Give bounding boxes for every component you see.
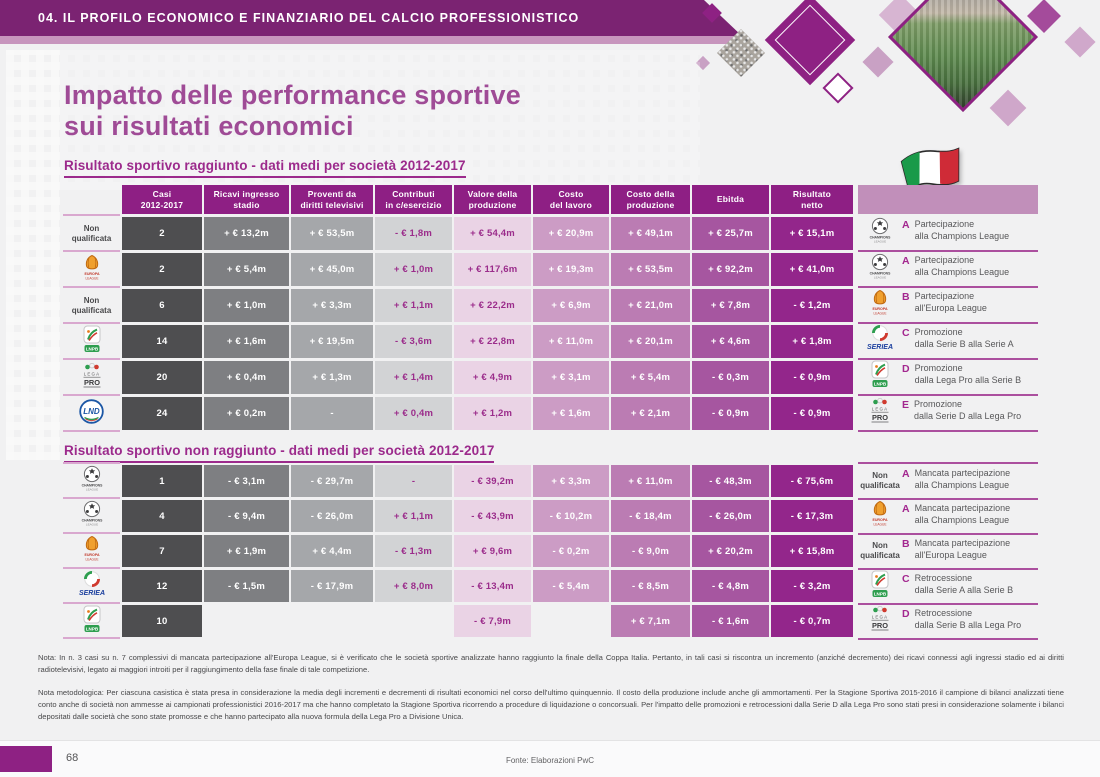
table-cell: - € 0,9m [692,397,769,430]
lnd-logo [78,398,105,430]
table-cell: - € 0,9m [771,361,853,394]
svg-text:SERIEA: SERIEA [866,344,894,351]
annotation-text: Promozione dalla Lega Pro alla Serie B [914,363,1022,385]
table-cell: + € 4,6m [692,325,769,358]
europa-league-logo [77,535,107,567]
table-cell: - € 3,6m [375,325,452,358]
non-qualificata-label: Non qualificata [71,295,112,315]
annotation-row [858,360,1038,393]
table-cell: - € 0,2m [533,535,609,567]
table-cell: - € 39,2m [454,465,531,497]
note: Nota: In n. 3 casi su n. 7 complessivi di mancata partecipazione all'Europa League, si è verificato che le società sportive analizzate hanno raggiunto la finale della Coppa Italia. Pertanto, in tali casi si riscontra un incremento (anziché decremento) dei ricavi connessi agli ingressi stadio ed ai diritti radiotelevisivi, legato ai maggiori introiti per il raggiungimento della fase finale di tale competizione. [38,653,1064,674]
svg-text:PRO: PRO [871,412,889,422]
table-cell: - € 8,5m [611,570,690,602]
table-cell: - € 1,3m [375,535,452,567]
annotation-text: Partecipazione all'Europa League [914,291,987,313]
source-text: Fonte: Elaborazioni PwC [505,756,595,765]
row-league-label [63,325,120,358]
svg-text:EUROPA: EUROPA [872,517,888,522]
table-cell: - € 29,7m [291,465,373,497]
table-cell: - € 0,7m [771,605,853,637]
annotation-letter: B [902,538,910,550]
table-cell: + € 0,4m [204,361,289,394]
serie-b-logo [79,325,105,358]
svg-text:LEGA: LEGA [83,370,100,376]
table-row [122,289,853,322]
svg-text:CHAMPIONS: CHAMPIONS [869,235,891,239]
table-cell: 12 [122,570,202,602]
background-pattern [6,50,60,460]
section-heading-raggiunto: Risultato sportivo raggiunto - dati medi per società 2012-2017 [64,158,466,178]
annotation-row [858,324,1038,357]
chapter-bar-accent [0,36,752,44]
svg-text:LNPB: LNPB [85,625,98,631]
table-cell: - € 3,2m [771,570,853,602]
table-cell: + € 3,1m [533,361,609,394]
table-cell: - € 4,8m [692,570,769,602]
column-header: Contributi in c/esercizio [375,185,452,214]
annotation-icon [858,605,902,637]
annotation-text: Partecipazione alla Champions League [914,219,1010,241]
table-cell: + € 15,8m [771,535,853,567]
annotation-letter: E [902,399,910,411]
annotation-text: Partecipazione alla Champions League [914,255,1010,277]
table-cell: - € 13,4m [454,570,531,602]
section-heading-non-raggiunto: Risultato sportivo non raggiunto - dati medi per società 2012-2017 [64,443,494,463]
purple-diamond [765,0,856,85]
table-cell: + € 22,8m [454,325,531,358]
annotation-letter: B [902,291,910,303]
annotations-column [858,185,1038,432]
table-cell: - € 17,9m [291,570,373,602]
annotation-icon [858,471,902,490]
table-cell: 7 [122,535,202,567]
serie-a-logo [862,325,898,356]
table-cell: - € 75,6m [771,465,853,497]
table-cell: - [375,465,452,497]
table-cell: - € 1,2m [771,289,853,322]
table-cell: + € 41,0m [771,253,853,286]
lavender-diamond-small [990,90,1027,127]
table-row [122,361,853,394]
row-league-label [63,397,120,430]
column-header: Ebitda [692,185,769,214]
svg-text:LEAGUE: LEAGUE [873,239,887,244]
svg-text:CHAMPIONS: CHAMPIONS [81,483,102,488]
lavender-diamond [862,46,893,77]
table-cell: - € 17,3m [771,500,853,532]
svg-text:LEGA: LEGA [871,614,889,620]
annotation-letter: A [902,219,910,231]
table-cell: - € 26,0m [692,500,769,532]
table-cell: 24 [122,397,202,430]
annotation-text: Promozione dalla Serie B alla Serie A [914,327,1014,349]
table-row [122,570,853,602]
svg-text:PRO: PRO [83,377,100,387]
europa-league-logo [865,500,895,532]
table-cell: + € 5,4m [611,361,690,394]
table-cell: + € 11,0m [533,325,609,358]
column-header: Casi 2012-2017 [122,185,202,214]
annotation-row [858,605,1038,637]
serie-b-logo [79,605,105,638]
svg-text:LEAGUE: LEAGUE [85,275,98,280]
data-grid [122,465,853,640]
svg-text:CHAMPIONS: CHAMPIONS [81,518,102,523]
annotation-letter: D [902,608,910,620]
table-cell: - € 26,0m [291,500,373,532]
annotation-icon [858,360,902,393]
annotation-icon [858,570,902,603]
table-cell: + € 22,2m [454,289,531,322]
svg-text:LEAGUE: LEAGUE [873,522,887,527]
purple-diamond-small [1027,0,1061,33]
table-cell: + € 1,1m [375,500,452,532]
row-league-label [63,570,120,602]
non-qualificata-label: Non qualificata [860,541,900,560]
champions-league-logo [864,217,896,249]
table-cell [375,605,452,637]
table-cell: + € 3,3m [291,289,373,322]
row-league-label [63,361,120,394]
svg-text:EUROPA: EUROPA [872,306,888,311]
table-cell: - € 1,5m [204,570,289,602]
row-league-label [63,253,120,286]
table-cell: + € 53,5m [291,217,373,250]
table-cell: + € 92,2m [692,253,769,286]
table-cell: + € 25,7m [692,217,769,250]
page-title [64,80,521,141]
table-cell: - € 0,9m [771,397,853,430]
lavender-diamond-tiny [696,56,710,70]
svg-text:LNPB: LNPB [873,590,887,596]
annotation-icon [858,217,902,249]
table-cell: 20 [122,361,202,394]
annotation-row [858,465,1038,497]
table-cell: + € 49,1m [611,217,690,250]
table-cell: - € 3,1m [204,465,289,497]
table-cell: - € 7,9m [454,605,531,637]
table-cell: - € 1,8m [375,217,452,250]
annotation-row [858,500,1038,532]
svg-text:LEAGUE: LEAGUE [85,522,98,527]
annotation-text: Retrocessione dalla Serie B alla Lega Pro [914,608,1022,630]
annotation-icon [858,253,902,285]
svg-text:EUROPA: EUROPA [83,552,100,557]
table-row [122,253,853,286]
column-header: Valore della produzione [454,185,531,214]
column-header: Costo della produzione [611,185,690,214]
table-cell: + € 54,4m [454,217,531,250]
table-cell [204,605,289,637]
europa-league-logo [77,254,107,286]
table-cell: + € 5,4m [204,253,289,286]
lega-pro-logo [866,605,894,637]
annotation-letter: A [902,255,910,267]
table-cell: - € 10,2m [533,500,609,532]
data-grid [122,185,853,433]
table-row [122,605,853,637]
annotation-icon [858,289,902,321]
svg-text:LEAGUE: LEAGUE [873,310,887,315]
annotation-row [858,570,1038,602]
table-cell: + € 1,6m [533,397,609,430]
table-cell: 4 [122,500,202,532]
table-cell: + € 3,3m [533,465,609,497]
table-cell: + € 1,6m [204,325,289,358]
methodology-note: Nota metodologica: Per ciascuna casistica è stata presa in considerazione la media degli incrementi e decrementi di risultati economici nel corso dell'ultimo quinquennio. Il costo della produzione include anche gli ammortamenti. Per la Stagione Sportiva 2015-2016 il campione di bilanci analizzati tiene conto anche di società non ammesse ai campionati professionistici 2016-2017 ma che hanno completato la Stagione Sportiva ricorrendo a procedure di liquidazione o concorsuali. Per l'impatto delle promozioni e retrocessioni dalla Serie D alla Lega Pro sono stati presi in considerazione solamente i bilanci depositati dalle società che sono state promosse e che hanno partecipato alla nuova formula della Lega Pro a Divisione Unica. [38,688,1064,721]
annotation-row [858,252,1038,285]
table-cell: + € 1,0m [375,253,452,286]
table-cell: + € 1,1m [375,289,452,322]
table-cell: + € 1,2m [454,397,531,430]
table-cell: + € 117,6m [454,253,531,286]
table-cell [291,605,373,637]
column-header: Proventi da diritti televisivi [291,185,373,214]
svg-text:LNPB: LNPB [85,346,98,352]
table-cell: 6 [122,289,202,322]
table-row [122,465,853,497]
table-cell: 2 [122,253,202,286]
table-cell: + € 9,6m [454,535,531,567]
svg-text:SERIEA: SERIEA [78,589,105,597]
annotation-row [858,216,1038,249]
non-qualificata-label: Non qualificata [71,223,112,243]
champions-league-logo [76,500,108,532]
table-cell: + € 53,5m [611,253,690,286]
table-cell: + € 21,0m [611,289,690,322]
table-row [122,397,853,430]
serie-a-logo [74,571,110,602]
table-cell: + € 1,3m [291,361,373,394]
table-cell: + € 1,8m [771,325,853,358]
lavender-diamond-small [1064,26,1095,57]
table-cell: + € 20,1m [611,325,690,358]
annotation-letter: D [902,363,910,375]
champions-league-logo [864,253,896,285]
svg-text:LEAGUE: LEAGUE [873,275,887,280]
serie-b-logo [867,570,893,603]
lega-pro-logo [78,362,106,394]
table-cell: - € 48,3m [692,465,769,497]
svg-text:LND: LND [83,406,100,416]
annotation-text: Mancata partecipazione all'Europa League [914,538,1011,560]
outlined-diamond [822,72,853,103]
table-cell [533,605,609,637]
table-cell: + € 20,2m [692,535,769,567]
page-title-line1: Impatto delle performance sportive [64,80,521,110]
annotation-row [858,396,1038,429]
svg-text:LEAGUE: LEAGUE [85,557,98,562]
non-qualificata-label: Non qualificata [860,471,900,490]
table-cell: + € 6,9m [533,289,609,322]
table-cell: + € 11,0m [611,465,690,497]
row-league-label [63,535,120,567]
table-row [122,217,853,250]
table-cell: + € 8,0m [375,570,452,602]
table-cell: - € 1,6m [692,605,769,637]
table-cell: - € 9,0m [611,535,690,567]
table-cell: + € 45,0m [291,253,373,286]
annotation-letter: C [902,573,910,585]
annotation-icon [858,325,902,356]
svg-text:LEAGUE: LEAGUE [85,487,98,492]
table-cell: + € 19,3m [533,253,609,286]
page-title-line2: sui risultati economici [64,110,354,141]
chapter-title: 04. IL PROFILO ECONOMICO E FINANZIARIO DEL CALCIO PROFESSIONISTICO [38,11,580,25]
table-cell: + € 1,9m [204,535,289,567]
annotations-column [858,465,1038,640]
table-cell: + € 4,9m [454,361,531,394]
annotation-text: Mancata partecipazione alla Champions League [914,503,1011,525]
annotation-banner [858,185,1038,214]
annotation-row [858,535,1038,567]
table-cell: + € 1,4m [375,361,452,394]
annotation-icon [858,541,902,560]
table-cell: + € 20,9m [533,217,609,250]
table-cell: - € 18,4m [611,500,690,532]
column-header: Risultato netto [771,185,853,214]
annotation-text: Mancata partecipazione alla Champions League [914,468,1011,490]
table-row [122,500,853,532]
table-cell: 2 [122,217,202,250]
table-cell: + € 7,1m [611,605,690,637]
table-cell: - € 43,9m [454,500,531,532]
svg-text:PRO: PRO [871,621,889,630]
page-number: 68 [66,752,79,764]
table-cell: 10 [122,605,202,637]
annotation-letter: A [902,503,910,515]
annotation-icon [858,500,902,532]
table-cell: + € 0,2m [204,397,289,430]
table-cell: + € 1,0m [204,289,289,322]
table-cell: 14 [122,325,202,358]
annotation-icon [858,397,902,429]
svg-text:EUROPA: EUROPA [83,271,100,276]
annotation-text: Retrocessione dalla Serie A alla Serie B [914,573,1014,595]
table-cell: + € 0,4m [375,397,452,430]
table-cell: - € 9,4m [204,500,289,532]
league-label-column [63,465,120,640]
row-league-label [63,500,120,532]
row-league-label [63,605,120,637]
svg-text:LEGA: LEGA [871,405,889,411]
column-header: Ricavi ingresso stadio [204,185,289,214]
table-cell: - € 0,3m [692,361,769,394]
annotation-row [858,288,1038,321]
table-cell: + € 4,4m [291,535,373,567]
table-cell: 1 [122,465,202,497]
stadium-photo-diamond [888,0,1038,112]
annotation-letter: C [902,327,910,339]
europa-league-logo [865,289,895,321]
table-cell: + € 7,8m [692,289,769,322]
table-cell: + € 2,1m [611,397,690,430]
column-header: Costo del lavoro [533,185,609,214]
table-cell: - € 5,4m [533,570,609,602]
serie-b-logo [867,360,893,393]
row-league-label [63,289,120,322]
table-row [122,325,853,358]
champions-league-logo [76,465,108,497]
annotation-letter: A [902,468,910,480]
lega-pro-logo [866,397,894,429]
table-cell: + € 15,1m [771,217,853,250]
league-label-column [63,185,120,433]
table-cell: - [291,397,373,430]
row-league-label [63,465,120,497]
svg-text:LNPB: LNPB [873,381,887,387]
table-cell: + € 13,2m [204,217,289,250]
annotation-text: Promozione dalla Serie D alla Lega Pro [914,399,1022,421]
svg-text:CHAMPIONS: CHAMPIONS [869,271,891,275]
table-row [122,535,853,567]
row-league-label [63,217,120,250]
table-cell: + € 19,5m [291,325,373,358]
